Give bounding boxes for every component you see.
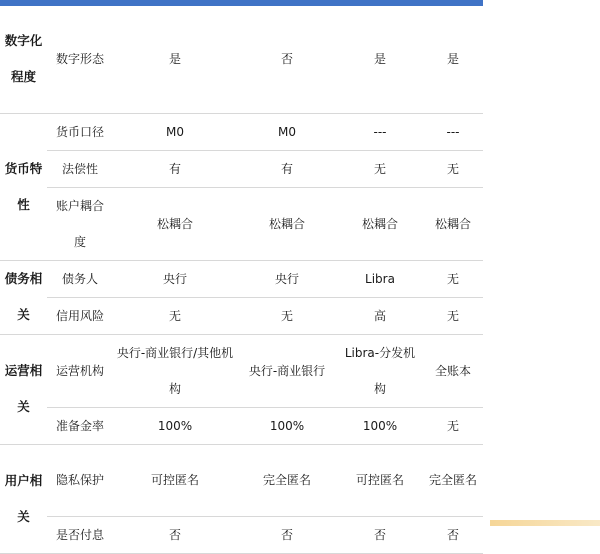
table-row — [0, 516, 483, 553]
attribute-cell: 数字形态 — [47, 6, 113, 113]
value-cell: Libra — [337, 260, 423, 297]
comparison-table — [0, 6, 483, 554]
attribute-cell: 运营机构 — [47, 334, 113, 407]
value-cell: 无 — [237, 297, 337, 334]
table-row — [0, 260, 483, 297]
comparison-table-container — [0, 6, 483, 542]
value-cell: 可控匿名 — [113, 444, 237, 516]
value-cell: 无 — [337, 150, 423, 187]
value-cell: 松耦合 — [237, 187, 337, 260]
table-row — [0, 113, 483, 150]
value-cell: 无 — [423, 260, 483, 297]
attribute-cell: 法偿性 — [47, 150, 113, 187]
value-cell: 是 — [113, 6, 237, 113]
value-cell: 可控匿名 — [337, 444, 423, 516]
value-cell: 央行-商业银行 — [237, 334, 337, 407]
attribute-cell: 账户耦合度 — [47, 187, 113, 260]
value-cell: 否 — [337, 516, 423, 553]
value-cell: 松耦合 — [423, 187, 483, 260]
value-cell: 否 — [237, 6, 337, 113]
value-cell: 是 — [337, 6, 423, 113]
watermark-logo — [490, 520, 600, 526]
value-cell: 否 — [423, 516, 483, 553]
value-cell: --- — [337, 113, 423, 150]
value-cell: 是 — [423, 6, 483, 113]
value-cell: 完全匿名 — [237, 444, 337, 516]
value-cell: --- — [423, 113, 483, 150]
attribute-cell: 隐私保护 — [47, 444, 113, 516]
value-cell: 央行 — [113, 260, 237, 297]
value-cell: 无 — [423, 297, 483, 334]
value-cell: 完全匿名 — [423, 444, 483, 516]
attribute-cell: 信用风险 — [47, 297, 113, 334]
value-cell: 否 — [113, 516, 237, 553]
value-cell: 全账本 — [423, 334, 483, 407]
value-cell: 100% — [337, 407, 423, 444]
attribute-cell: 债务人 — [47, 260, 113, 297]
value-cell: 有 — [113, 150, 237, 187]
table-row — [0, 297, 483, 334]
table-row — [0, 6, 483, 113]
attribute-cell: 货币口径 — [47, 113, 113, 150]
value-cell: 无 — [113, 297, 237, 334]
attribute-cell: 是否付息 — [47, 516, 113, 553]
table-row — [0, 150, 483, 187]
table-row — [0, 407, 483, 444]
category-cell: 数字化程度 — [0, 6, 47, 113]
value-cell: 100% — [237, 407, 337, 444]
category-cell: 货币特性 — [0, 113, 47, 260]
table-row — [0, 187, 483, 260]
attribute-cell: 准备金率 — [47, 407, 113, 444]
table-row — [0, 444, 483, 516]
value-cell: 有 — [237, 150, 337, 187]
value-cell: 央行-商业银行/其他机构 — [113, 334, 237, 407]
value-cell: 央行 — [237, 260, 337, 297]
category-cell: 运营相关 — [0, 334, 47, 444]
value-cell: M0 — [237, 113, 337, 150]
value-cell: 松耦合 — [337, 187, 423, 260]
value-cell: 否 — [237, 516, 337, 553]
value-cell: 高 — [337, 297, 423, 334]
value-cell: Libra-分发机构 — [337, 334, 423, 407]
value-cell: 松耦合 — [113, 187, 237, 260]
table-row — [0, 334, 483, 407]
category-cell: 债务相关 — [0, 260, 47, 334]
value-cell: 无 — [423, 407, 483, 444]
category-cell: 用户相关 — [0, 444, 47, 553]
value-cell: 100% — [113, 407, 237, 444]
value-cell: M0 — [113, 113, 237, 150]
value-cell: 无 — [423, 150, 483, 187]
